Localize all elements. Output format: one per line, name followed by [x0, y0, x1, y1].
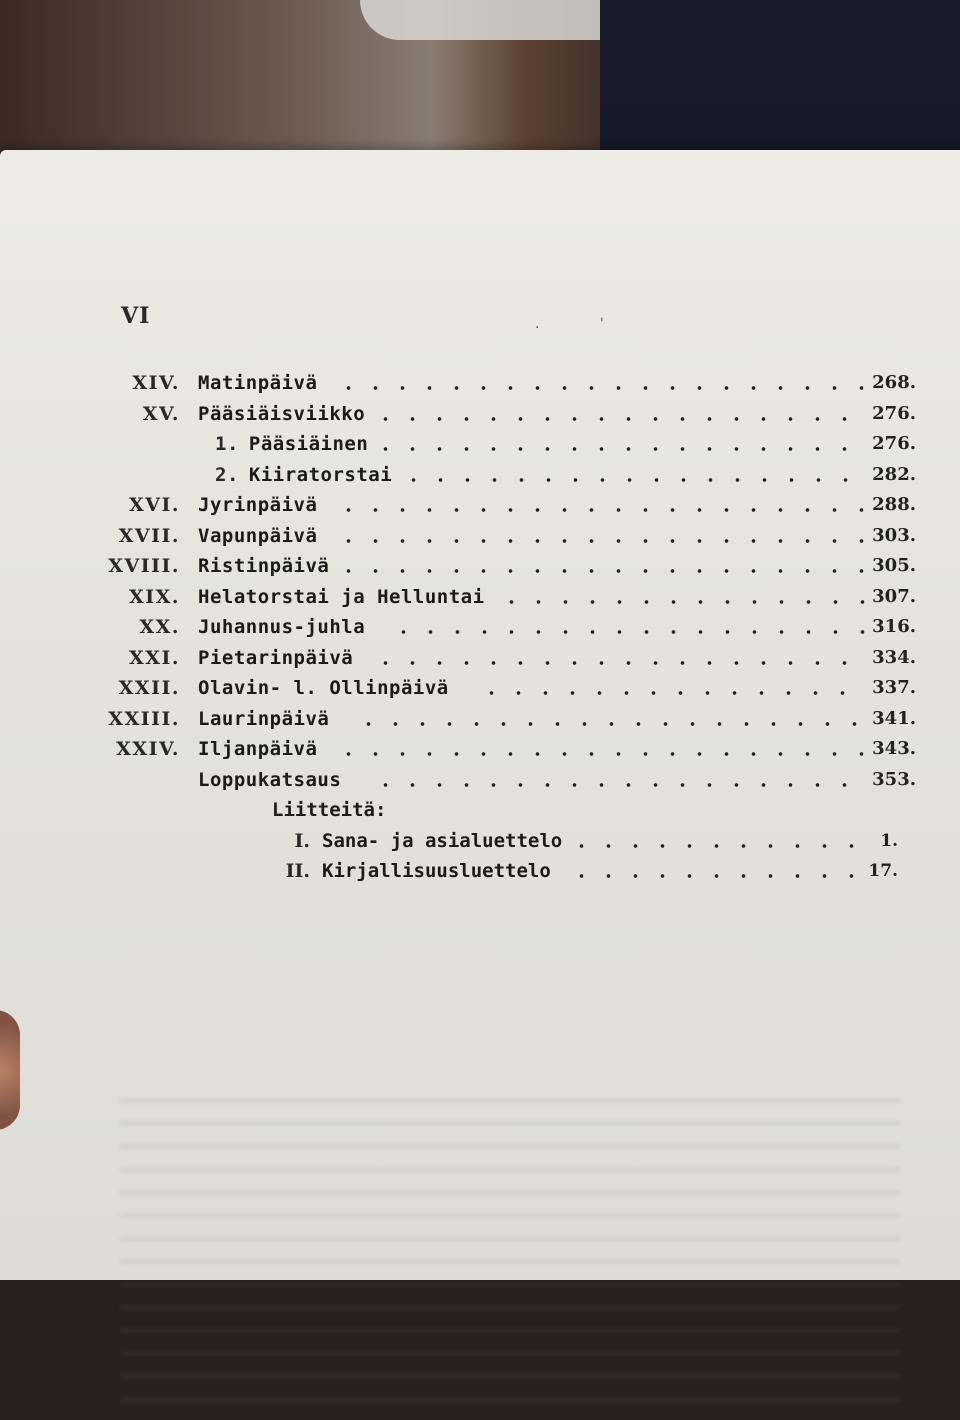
page-ref: 341. — [872, 707, 916, 729]
appendix-heading: Liitteitä: — [272, 799, 387, 821]
page-ref: 316. — [872, 616, 916, 637]
toc-row — [0, 460, 960, 491]
toc-row — [0, 673, 960, 704]
toc-row — [0, 612, 960, 643]
chapter-title: Jyrinpäivä — [198, 494, 318, 516]
page-ref: 305. — [872, 555, 916, 576]
header-mark: . ' — [535, 316, 632, 332]
page-ref: 276. — [872, 402, 916, 424]
dot-leader — [568, 844, 858, 848]
dot-leader — [335, 508, 865, 512]
chapter-number: XIX. — [129, 585, 180, 608]
toc-row — [0, 582, 960, 613]
chapter-number: XXIV. — [116, 738, 180, 760]
chapter-title: Vapunpäivä — [198, 524, 318, 547]
subsection-number: 2. — [215, 463, 239, 486]
dot-leader — [372, 783, 865, 787]
toc-row — [0, 429, 960, 460]
page-ref: 1. — [880, 830, 898, 851]
toc-row — [0, 399, 960, 430]
appendix-title: Kirjallisuusluettelo — [322, 860, 551, 882]
appendix-number: II. — [285, 860, 310, 882]
chapter-title: Juhannus-juhla — [198, 616, 366, 638]
dot-leader — [372, 417, 865, 421]
thumb — [0, 1010, 20, 1130]
subsection-title — [215, 460, 392, 491]
subsection-label: Kiiratorstai — [248, 463, 393, 486]
dot-leader — [478, 691, 865, 695]
subsection-label: Pääsiäinen — [248, 433, 369, 455]
page-ref: 353. — [872, 768, 916, 790]
appendix-number: I. — [294, 829, 310, 852]
dot-leader — [355, 722, 865, 726]
dot-leader — [335, 569, 865, 573]
dot-leader — [335, 752, 865, 756]
appendix-title: Sana- ja asialuettelo — [322, 829, 563, 852]
dot-leader — [372, 447, 865, 451]
chapter-number: XV. — [142, 402, 180, 425]
chapter-title: Loppukatsaus — [198, 768, 342, 791]
toc-row — [0, 765, 960, 796]
chapter-title: Laurinpäivä — [198, 707, 330, 730]
page-ref: 282. — [872, 463, 916, 485]
appendix-row — [0, 856, 960, 887]
subsection-number: 1. — [215, 433, 239, 455]
page-ref: 268. — [872, 372, 916, 393]
chapter-number: XIV. — [132, 372, 180, 394]
chapter-title: Iljanpäivä — [198, 738, 318, 760]
dot-leader — [390, 630, 865, 634]
chapter-title: Pääsiäisviikko — [198, 402, 366, 425]
page-ref: 303. — [872, 524, 916, 546]
chapter-number: XXIII. — [108, 707, 180, 730]
chapter-title: Ristinpäivä — [198, 555, 330, 577]
chapter-title: Olavin- l. Ollinpäivä — [198, 677, 449, 699]
chapter-title: Matinpäivä — [198, 372, 318, 394]
toc-row — [0, 521, 960, 552]
chapter-title: Pietarinpäivä — [198, 646, 354, 669]
chapter-number: XX. — [139, 616, 180, 638]
chapter-title: Helatorstai ja Helluntai — [198, 585, 485, 608]
toc-row — [0, 704, 960, 735]
dot-leader — [400, 478, 865, 482]
page-ref: 334. — [872, 646, 916, 668]
page-ref: 17. — [868, 861, 898, 881]
bleed-through-text — [120, 1080, 900, 1420]
dot-leader — [335, 386, 865, 390]
page-ref: 288. — [872, 494, 916, 515]
page-ref: 337. — [872, 677, 916, 698]
subsection-title — [215, 429, 368, 460]
chapter-number: XVII. — [118, 524, 180, 547]
toc-row — [0, 734, 960, 765]
page-number-roman: VI — [121, 303, 151, 329]
chapter-number: XVIII. — [108, 555, 180, 577]
appendix-heading-row — [0, 795, 960, 826]
appendix-row — [0, 826, 960, 857]
page-ref: 307. — [872, 585, 916, 607]
page-ref: 276. — [872, 433, 916, 454]
dot-leader — [568, 874, 858, 878]
chapter-number: XXI. — [129, 646, 180, 669]
page-ref: 343. — [872, 738, 916, 759]
toc-row — [0, 490, 960, 521]
chapter-number: XVI. — [129, 494, 180, 516]
table-of-contents — [0, 368, 960, 887]
dot-leader — [498, 600, 865, 604]
toc-row — [0, 551, 960, 582]
dot-leader — [335, 539, 865, 543]
dot-leader — [372, 661, 865, 665]
chapter-number: XXII. — [118, 677, 180, 699]
toc-row — [0, 643, 960, 674]
toc-row — [0, 368, 960, 399]
